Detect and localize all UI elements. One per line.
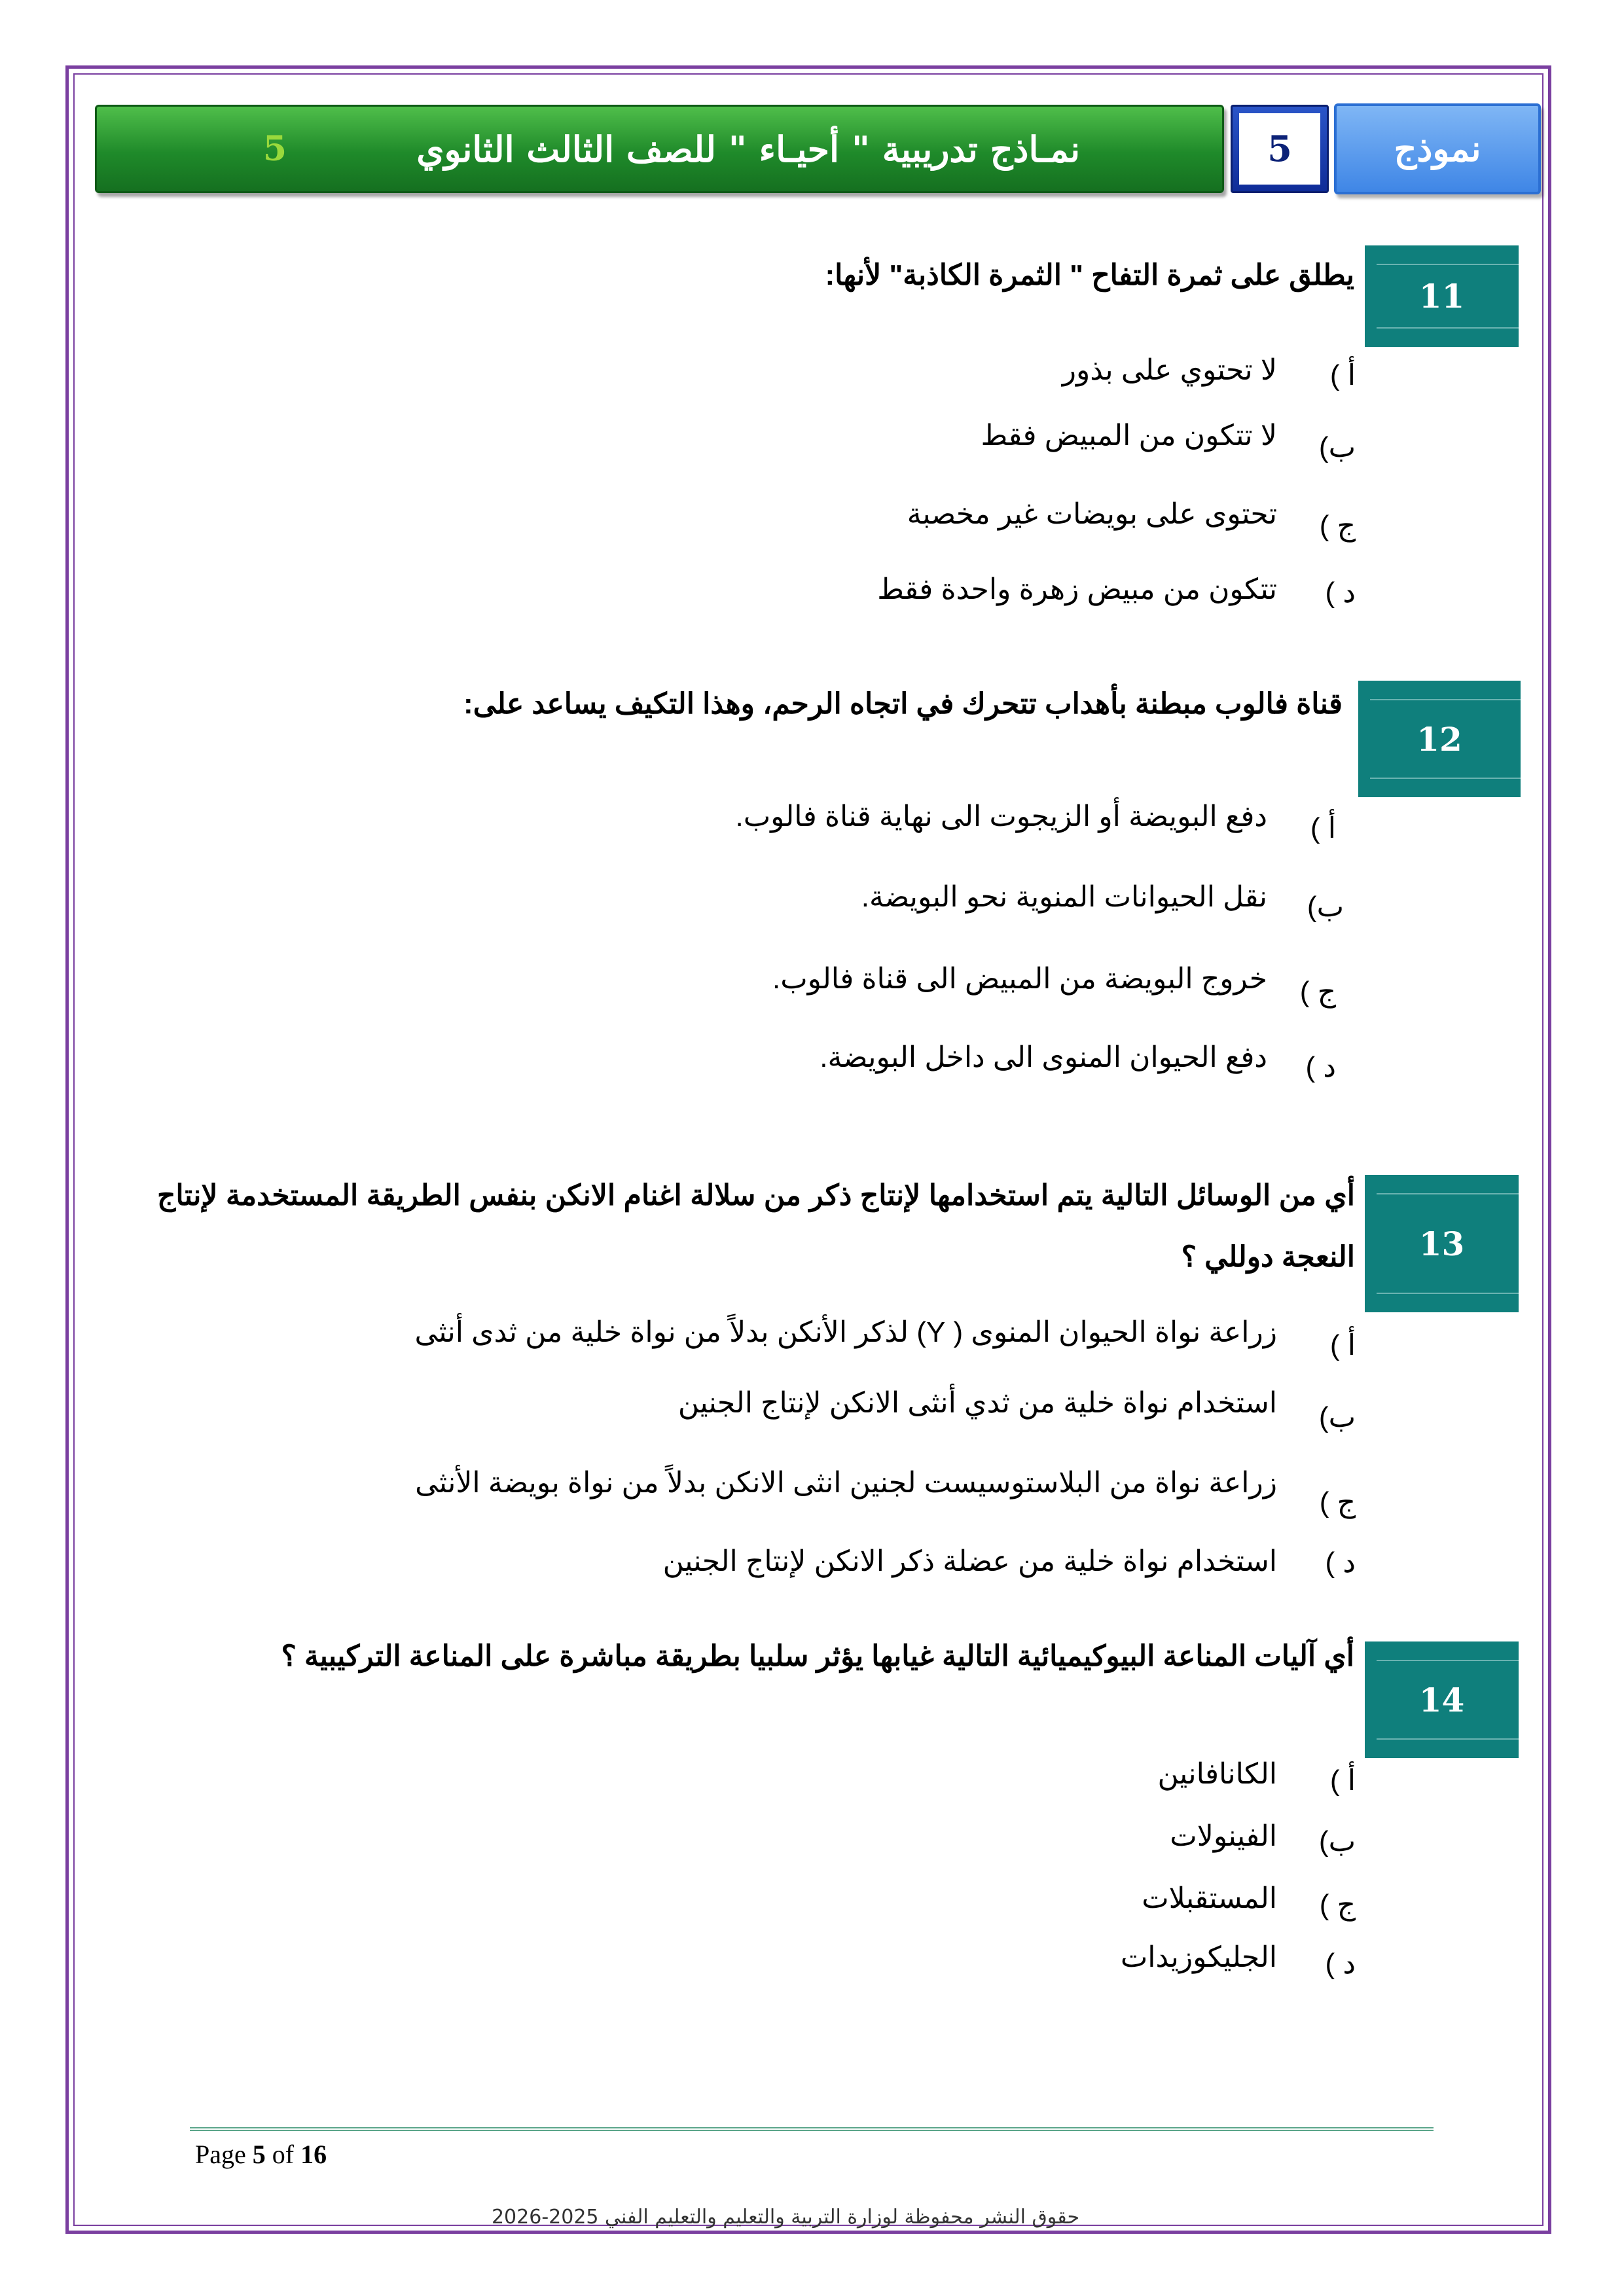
option-text[interactable]: لا تتكون من المبيض فقط bbox=[981, 420, 1277, 452]
footer-divider bbox=[190, 2127, 1434, 2131]
option-text[interactable]: تتكون من مبيض زهرة واحدة فقط bbox=[877, 573, 1277, 605]
question-text: أي آليات المناعة البيوكيميائية التالية غيابها يؤثر سلبيا بطريقة مباشرة على المناعة التركيبية ؟ bbox=[281, 1640, 1354, 1672]
option-text[interactable]: الجليكوزيدات bbox=[1120, 1941, 1277, 1973]
option-letter: أ ) bbox=[1329, 1329, 1356, 1361]
option-text[interactable]: زراعة نواة من البلاستوسيست لجنين انثى الانكن بدلاً من نواة بويضة الأنثى bbox=[415, 1467, 1277, 1499]
option-letter: ب) bbox=[1318, 1401, 1356, 1433]
page-of: of bbox=[272, 2140, 295, 2169]
header-title-number: 5 bbox=[262, 129, 287, 169]
page-prefix: Page bbox=[195, 2140, 246, 2169]
option-text[interactable]: دفع الحيوان المنوى الى داخل البويضة. bbox=[820, 1041, 1267, 1073]
option-letter: ج ) bbox=[1319, 510, 1356, 542]
option-text[interactable]: الكانافانين bbox=[1157, 1758, 1277, 1790]
page-current: 5 bbox=[252, 2140, 266, 2169]
question-number-box: 12 bbox=[1358, 681, 1521, 797]
header-number: 5 bbox=[1239, 113, 1320, 185]
page-number bbox=[195, 2139, 457, 2172]
option-letter: د ) bbox=[1305, 1051, 1336, 1083]
question-number-box: 14 bbox=[1365, 1641, 1519, 1758]
question-number-box: 11 bbox=[1365, 245, 1519, 347]
option-letter: ب) bbox=[1307, 891, 1344, 923]
option-text[interactable]: استخدام نواة خلية من ثدي أنثى الانكن لإنتاج الجنين bbox=[677, 1387, 1277, 1419]
option-text[interactable]: الفينولات bbox=[1170, 1820, 1277, 1852]
option-letter: ج ) bbox=[1319, 1486, 1356, 1518]
option-letter: ب) bbox=[1318, 431, 1356, 463]
copyright-notice: حقوق النشر محفوظة لوزارة التربية والتعليم والتعليم الفني 2025-2026 bbox=[491, 2206, 1080, 2229]
option-text[interactable]: تحتوى على بويضات غير مخصبة bbox=[907, 498, 1277, 530]
option-letter: ج ) bbox=[1319, 1889, 1356, 1921]
page-total: 16 bbox=[300, 2140, 327, 2169]
question-text: أي من الوسائل التالية يتم استخدامها لإنتاج ذكر من سلالة اغنام الانكن بنفس الطريقة المستخدمة لإنتاج النعجة دوللي ؟ bbox=[157, 1179, 1355, 1273]
option-letter: د ) bbox=[1325, 577, 1356, 609]
option-text[interactable]: دفع البويضة أو الزيجوت الى نهاية قناة فالوب. bbox=[735, 800, 1267, 833]
header-model-label: نموذج bbox=[1334, 103, 1541, 194]
option-letter: أ ) bbox=[1329, 1765, 1356, 1797]
option-letter: د ) bbox=[1325, 1547, 1356, 1579]
option-letter: ب) bbox=[1318, 1825, 1356, 1857]
option-text[interactable]: المستقبلات bbox=[1142, 1882, 1277, 1914]
option-text[interactable]: لا تحتوي على بذور bbox=[1062, 354, 1277, 386]
option-text[interactable]: استخدام نواة خلية من عضلة ذكر الانكن لإنتاج الجنين bbox=[662, 1545, 1277, 1577]
question-text: يطلق على ثمرة التفاح " الثمرة الكاذبة" لأنها: bbox=[825, 259, 1354, 291]
option-letter: أ ) bbox=[1310, 812, 1336, 844]
option-letter: ج ) bbox=[1299, 976, 1336, 1008]
option-letter: د ) bbox=[1325, 1948, 1356, 1980]
option-text[interactable]: خروج البويضة من المبيض الى قناة فالوب. bbox=[772, 963, 1267, 995]
option-text[interactable]: زراعة نواة الحيوان المنوى ( Y) لذكر الأنكن بدلاً من نواة خلية من ثدى أنثى bbox=[414, 1316, 1277, 1348]
option-letter: أ ) bbox=[1329, 359, 1356, 391]
question-text: قناة فالوب مبطنة بأهداب تتحرك في اتجاه الرحم، وهذا التكيف يساعد على: bbox=[463, 688, 1343, 720]
header-title: نمـاذج تدريبية " أحيـاء " للصف الثالث الثانوي bbox=[416, 128, 1080, 170]
question-number-box: 13 bbox=[1365, 1175, 1519, 1312]
option-text[interactable]: نقل الحيوانات المنوية نحو البويضة. bbox=[861, 881, 1267, 913]
